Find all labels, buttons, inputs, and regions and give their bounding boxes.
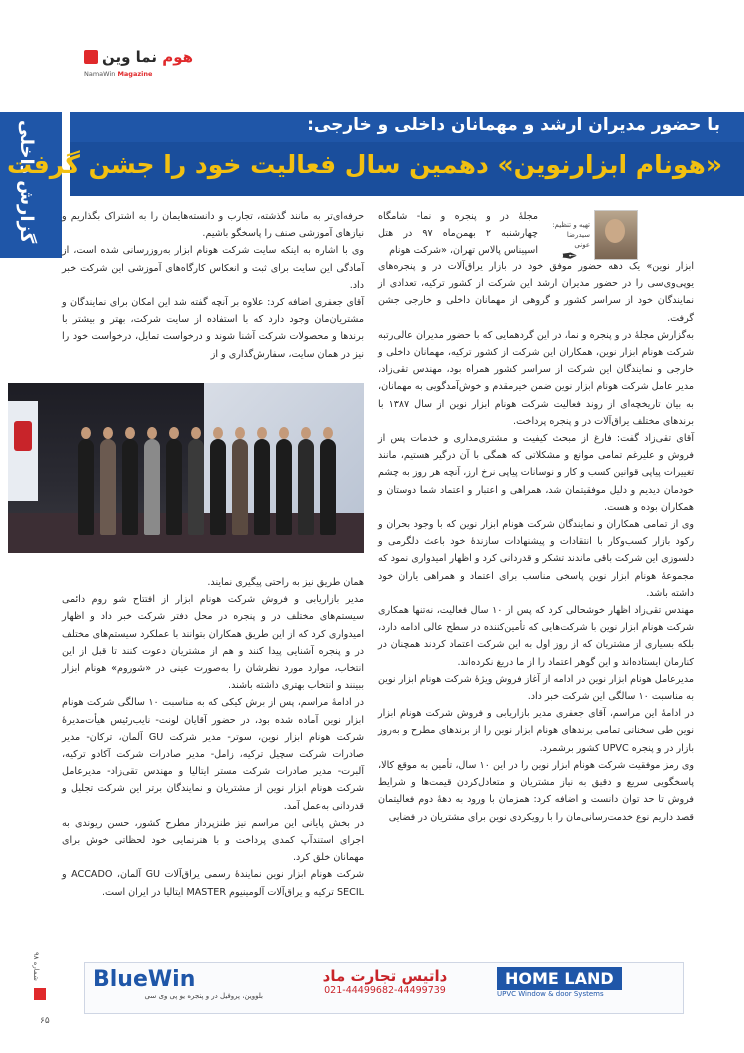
banner-logo xyxy=(8,401,38,501)
person xyxy=(276,439,292,535)
person xyxy=(320,439,336,535)
paragraph: همان طریق نیز به راحتی پیگیری نمایند. xyxy=(207,577,364,588)
paragraph: به‌گزارش مجلهٔ در و پنجره و نما، در این گردهمایی که با حضور مدیران عالی‌رتبه شرکت هونام ابزار نوین، همکاران این شرکت از کشور ترکیه، مهمانان داخلی و خارجی و نمایندگان این شرکت از سراسر کشور همراه بود، مهندس تقی‌زاد، مدیر عامل شرکت هونام ابزار نوین ضمن خیرمقدم و خوش‌آمدگویی به مهمانان، به بیان تاریخچه‌ای از روند فعالیت شرکت هونام ابزار نوین از سال ۱۳۸۷ با برندهای مختلف یراق‌آلات در و پنجره پرداخت. xyxy=(378,329,694,427)
article-right-column xyxy=(378,258,694,950)
paragraph: در ادامهٔ این مراسم، آقای جعفری مدیر بازاریابی و فروش شرکت هونام ابزار نوین طی سخنانی تمامی برندهای هونام ابزار نوین را از برندهای مطرح و به‌روز بازار در و پنجره UPVC کشور برشمرد. xyxy=(378,708,694,754)
headline-title: «هونام ابزارنوین» دهمین سال فعالیت خود را جشن گرفت xyxy=(6,150,722,179)
bluewin-tagline: بلووین، پروفیل در و پنجره یو پی وی سی xyxy=(144,992,263,1000)
person xyxy=(78,439,94,535)
homeland-name: HOME LAND xyxy=(497,967,622,990)
paragraph: آقای جعفری اضافه کرد: علاوه بر آنچه گفته شد این امکان برای نمایندگان و مشتریان‌مان وجود دارد که با استفاده از سایت شرکت، بهتر و بیشتر با برندها و محصولات شرکت آشنا شوند و درخواست تمایل، درخواست خود را نیز در همان سایت، سفارش‌گذاری و از xyxy=(62,297,364,360)
section-tab-label: گزارش داخلی xyxy=(16,120,37,244)
logo-mark-icon xyxy=(84,50,98,64)
byline-caption: تهیه و تنظیم: سیدرضا عونی xyxy=(552,221,590,249)
person xyxy=(100,439,116,535)
author-photo xyxy=(594,210,638,260)
headline-kicker-bar xyxy=(70,112,744,142)
person xyxy=(232,439,248,535)
person xyxy=(298,439,314,535)
paragraph: حرفه‌ای‌تر به مانند گذشته، تجارب و دانسته‌هایمان را به اشتراک بگذاریم و نیازهای آموزشی صنف را پاسخگو باشیم. xyxy=(62,211,364,240)
datis-name: داتیس تجارت ماد xyxy=(322,967,448,985)
issue-label: شماره ۹۸ xyxy=(32,952,40,981)
headline-title-bar xyxy=(6,142,744,196)
datis-phone: 021-44499682-44499739 xyxy=(324,985,446,996)
intro-paragraph: مجلهٔ در و پنجره و نما- شامگاه چهارشنبه ۲ بهمن‌ماه ۹۷ در هتل اسپیناس پالاس تهران، «شرکت هونام xyxy=(378,211,538,257)
paragraph: در بخش پایانی این مراسم نیز طنزپرداز مطرح کشور، حسن ریوندی به اجرای استندآپ کمدی پرداخت و با هنرنمایی خود لحظاتی خوش برای مهمانان خلق کرد. xyxy=(62,817,364,864)
paragraph: آقای تقی‌زاد گفت: فارغ از مبحث کیفیت و مشتری‌مداری و خدمات پس از فروش و علیرغم تمامی موانع و مشکلاتی که همگی با آن درگیر هستیم، مانند تغییرات پیاپی قوانین کسب و کار و نوسانات پیاپی نرخ ارز، آنچه هر روز به چشم خودمان دیدیم و دلیل موفقیتمان شد، همراهی و اعتبار و اعتماد شما دوستان و همکاران بوده و هست. xyxy=(378,433,694,513)
person xyxy=(254,439,270,535)
person xyxy=(210,439,226,535)
page-number: ۶۵ xyxy=(40,1016,50,1026)
paragraph: وی رمز موفقیت شرکت هونام ابزار نوین را در این ۱۰ سال، تأمین به موقع کالا، پاسخگویی سریع و دقیق به نیاز مشتریان و متعادل‌کردن قیمت‌ها و شرایط فروش تا حد توان دانست و اضافه کرد: همزمان با ورود به دههٔ دوم فعالیتمان قصد داریم نوع خدمت‌رسانی‌مان را با رویکردی نوین برای مشتریان در فضایی xyxy=(378,759,694,823)
logo-subtitle: NamaWin Magazine xyxy=(84,70,153,78)
person xyxy=(166,439,182,535)
paragraph: مهندس تقی‌زاد اظهار خوشحالی کرد که پس از ۱۰ سال فعالیت، نه‌تنها همکاری شرکت هونام ابزار نوین با شرکت‌هایی که تأمین‌کننده در سطح عالی ادامه دارد، بلکه بسیاری از مشتریان که از روز اول به این شرکت اعتماد کردند همچنان در کنارمان ایستاده‌اند و این گوهر اعتماد را از ما دریغ نکرده‌اند. xyxy=(378,605,694,668)
paragraph: ابزار نوین» یک دهه حضور موفق خود در بازار یراق‌آلات در و پنجره‌های یوپی‌وی‌سی را در حضور مدیران ارشد این شرکت از کشور ترکیه، تعدادی از نمایندگان خود از سراسر کشور و گروهی از مهمانان داخلی و خارجی جشن گرفت. xyxy=(378,261,694,324)
person xyxy=(122,439,138,535)
article-left-column-top xyxy=(62,208,364,376)
pen-icon: ✒ xyxy=(561,244,578,268)
issue-badge xyxy=(30,952,52,1012)
paragraph: وی از تمامی همکاران و نمایندگان شرکت هونام ابزار نوین که با وجود بحران و رکود بازار کسب‌وکار با انتقادات و پیشنهادات سازندهٔ خود باعث دلگرمی و دلسوزی این شرکت باقی ماندند تشکر و قدردانی کرد و اظهار امیدواری نمود که مجموعهٔ هونام ابزار نوین پاسخی مناسب برای اعتماد و همراهی یاران خود داشته باشد. xyxy=(378,519,694,599)
paragraph: شرکت هونام ابزار نوین نمایندهٔ رسمی یراق‌آلات GU آلمان، ACCADO و SECIL ترکیه و یراق‌آلات آلومینیوم MASTER ایتالیا در ایران است. xyxy=(62,869,364,898)
issue-mark-icon xyxy=(34,988,46,1000)
article-left-column-bottom xyxy=(62,574,364,950)
paragraph: وی با اشاره به اینکه سایت شرکت هونام ابزار به‌روزرسانی شده است، از آمادگی این سایت برای ثبت و انعکاس کارگاه‌های آموزشی این شرکت خبر داد. xyxy=(62,245,364,291)
ad-bluewin[interactable] xyxy=(93,967,263,1009)
paragraph: مدیر بازاریابی و فروش شرکت هونام ابزار از افتتاح شو روم دائمی سیستم‌های مختلف در و پنجره در محل دفتر شرکت خبر داد و اظهار امیدواری کرد که از این طریق همکاران بتوانند با عملکرد سیستم‌های مختلف در و پنجره آشنایی پیدا کنند و هم از مشتریان دعوت کنند تا قبل از این انتخاب، موارد مورد نظرشان را به‌صورت عینی در «شوروم» هونام ابزار ببینند و انتخاب بهتری داشته باشند. xyxy=(62,594,364,692)
logo-brand: هوم نما وین xyxy=(102,48,194,66)
footer-ads xyxy=(84,962,684,1014)
magazine-logo xyxy=(84,48,194,82)
paragraph: در ادامهٔ مراسم، پس از برش کیکی که به مناسبت ۱۰ سالگی شرکت هونام ابزار نوین آماده شده بود، در حضور آقایان لونت- نایب‌رئیس هیأت‌مدیرهٔ شرکت هونام ابزار نوین، سوتر- مدیر شرکت GU آلمان، ترکان- مدیر صادرات شرکت سچیل ترکیه، زامل- مدیر صادرات شرکت آکادو ترکیه، آلبرت- مدیر صادرات شرکت مستر ایتالیا و مهندس تقی‌زاد- مدیرعامل شرکت هونام ابزار نوین از مشتریان و نمایندگان برتر این شرکت تجلیل و قدردانی به‌عمل آمد. xyxy=(62,697,365,812)
paragraph: مدیرعامل هونام ابزار نوین در ادامه از آغاز فروش ویژهٔ شرکت هونام ابزار نوین به مناسبت ۱۰ سالگی این شرکت خبر داد. xyxy=(378,673,694,703)
homeland-tagline: UPVC Window & door Systems xyxy=(497,990,604,998)
headline-kicker: با حضور مدیران ارشد و مهمانان داخلی و خارجی: xyxy=(307,115,720,135)
person xyxy=(144,439,160,535)
event-photo xyxy=(8,383,364,553)
person xyxy=(188,439,204,535)
bluewin-name: BlueWin xyxy=(93,967,196,992)
ad-datis[interactable] xyxy=(295,967,475,1009)
article-intro xyxy=(378,208,538,258)
section-tab xyxy=(0,112,62,258)
ad-homeland[interactable] xyxy=(497,967,677,1009)
